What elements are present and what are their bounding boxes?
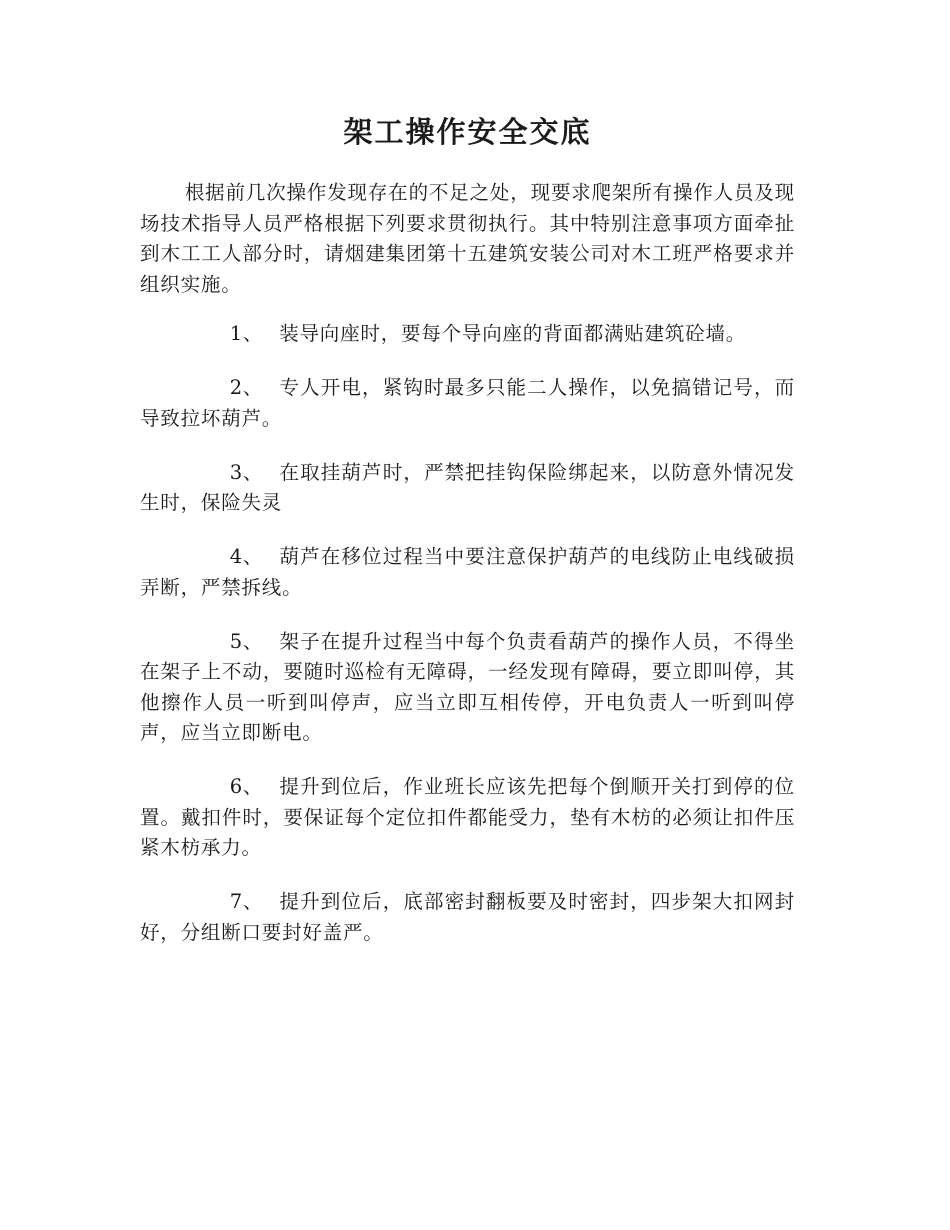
- item-text: 提升到位后，作业班长应该先把每个倒顺开关打到停的位置。戴扣件时，要保证每个定位扣件都能受力，垫有木枋的必须让扣件压紧木枋承力。: [140, 775, 795, 859]
- list-item: [140, 542, 795, 603]
- list-item: [140, 887, 795, 948]
- list-item: [140, 319, 795, 350]
- item-number: 3、: [229, 460, 264, 484]
- item-number: 1、: [229, 322, 264, 345]
- list-item: [140, 772, 795, 864]
- item-text: 架子在提升过程当中每个负责看葫芦的操作人员，不得坐在架子上不动，要随时巡检有无障碍，一经发现有障碍，要立即叫停，其他擦作人员一听到叫停声，应当立即互相传停，开电负责人一听到叫停声，应当立即断电。: [140, 629, 795, 744]
- item-number: 5、: [229, 629, 264, 653]
- list-item: [140, 373, 795, 434]
- item-text: 装导向座时，要每个导向座的背面都满贴建筑砼墙。: [279, 322, 747, 345]
- item-number: 7、: [229, 890, 264, 913]
- item-text: 提升到位后，底部密封翻板要及时密封，四步架大扣网封好，分组断口要封好盖严。: [140, 890, 795, 944]
- item-number: 2、: [229, 376, 264, 399]
- item-number: 6、: [229, 775, 264, 798]
- item-number: 4、: [229, 545, 264, 568]
- item-text: 在取挂葫芦时，严禁把挂钩保险绑起来，以防意外情况发生时，保险失灵: [140, 460, 795, 514]
- list-item: [140, 627, 795, 749]
- item-text: 专人开电，紧钩时最多只能二人操作，以免搞错记号，而导致拉坏葫芦。: [140, 376, 795, 430]
- document-title: 架工操作安全交底: [343, 115, 592, 149]
- list-item: [140, 458, 795, 519]
- intro-paragraph: 根据前几次操作发现存在的不足之处，现要求爬架所有操作人员及现场技术指导人员严格根据下列要求贯彻执行。其中特别注意事项方面牵扯到木工工人部分时，请烟建集团第十五建筑安装公司对木工班严格要求并组织实施。: [140, 181, 795, 296]
- item-text: 葫芦在移位过程当中要注意保护葫芦的电线防止电线破损弄断，严禁拆线。: [140, 545, 795, 599]
- document-page: [140, 112, 795, 972]
